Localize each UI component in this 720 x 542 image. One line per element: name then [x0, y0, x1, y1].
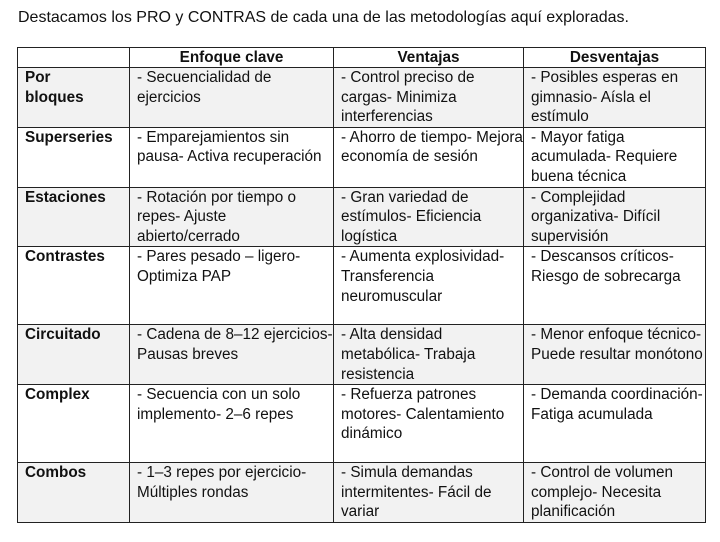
cell-desventajas: - Menor enfoque técnico- Puede resultar monótono	[524, 325, 706, 385]
table-row	[18, 463, 706, 523]
header-ventajas: Ventajas	[334, 48, 524, 68]
table-row	[18, 187, 706, 247]
cell-ventajas: - Control preciso de cargas- Minimiza interferencias	[334, 68, 524, 128]
row-name-text: Por bloques	[25, 69, 84, 106]
header-enfoque: Enfoque clave	[130, 48, 334, 68]
header-cell-empty	[18, 48, 130, 68]
row-name: Combos	[18, 463, 130, 523]
cell-desventajas: - Demanda coordinación- Fatiga acumulada	[524, 385, 706, 463]
cell-ventajas: - Gran variedad de estímulos- Eficiencia logística	[334, 187, 524, 247]
table-row	[18, 385, 706, 463]
cell-enfoque: - Cadena de 8–12 ejercicios- Pausas breves	[130, 325, 334, 385]
cell-enfoque: - Secuencialidad de ejercicios	[130, 68, 334, 128]
cell-ventajas: - Refuerza patrones motores- Calentamiento dinámico	[334, 385, 524, 463]
row-name: Contrastes	[18, 247, 130, 325]
row-name: Circuitado	[18, 325, 130, 385]
cell-ventajas: - Aumenta explosividad- Transferencia neuromuscular	[334, 247, 524, 325]
header-desventajas: Desventajas	[524, 48, 706, 68]
cell-enfoque: - Secuencia con un solo implemento- 2–6 repes	[130, 385, 334, 463]
row-name: Estaciones	[18, 187, 130, 247]
cell-desventajas: - Mayor fatiga acumulada- Requiere buena técnica	[524, 127, 706, 187]
cell-desventajas: - Posibles esperas en gimnasio- Aísla el estímulo	[524, 68, 706, 128]
cell-desventajas: - Complejidad organizativa- Difícil supervisión	[524, 187, 706, 247]
cell-enfoque: - Emparejamientos sin pausa- Activa recuperación	[130, 127, 334, 187]
cell-ventajas: - Ahorro de tiempo- Mejora economía de sesión	[334, 127, 524, 187]
row-name	[18, 68, 130, 128]
intro-text: Destacamos los PRO y CONTRAS de cada una de las metodologías aquí exploradas.	[18, 9, 629, 26]
cell-enfoque: - Pares pesado – ligero- Optimiza PAP	[130, 247, 334, 325]
cell-ventajas: - Alta densidad metabólica- Trabaja resistencia	[334, 325, 524, 385]
row-name: Superseries	[18, 127, 130, 187]
header-row	[18, 48, 706, 68]
comparison-table	[17, 47, 706, 523]
table-row	[18, 68, 706, 128]
cell-desventajas: - Descansos críticos- Riesgo de sobrecarga	[524, 247, 706, 325]
cell-ventajas: - Simula demandas intermitentes- Fácil de variar	[334, 463, 524, 523]
cell-enfoque: - Rotación por tiempo o repes- Ajuste abierto/cerrado	[130, 187, 334, 247]
cell-enfoque: - 1–3 repes por ejercicio- Múltiples rondas	[130, 463, 334, 523]
table-row	[18, 247, 706, 325]
table-row	[18, 325, 706, 385]
cell-desventajas: - Control de volumen complejo- Necesita planificación	[524, 463, 706, 523]
row-name: Complex	[18, 385, 130, 463]
table-row	[18, 127, 706, 187]
